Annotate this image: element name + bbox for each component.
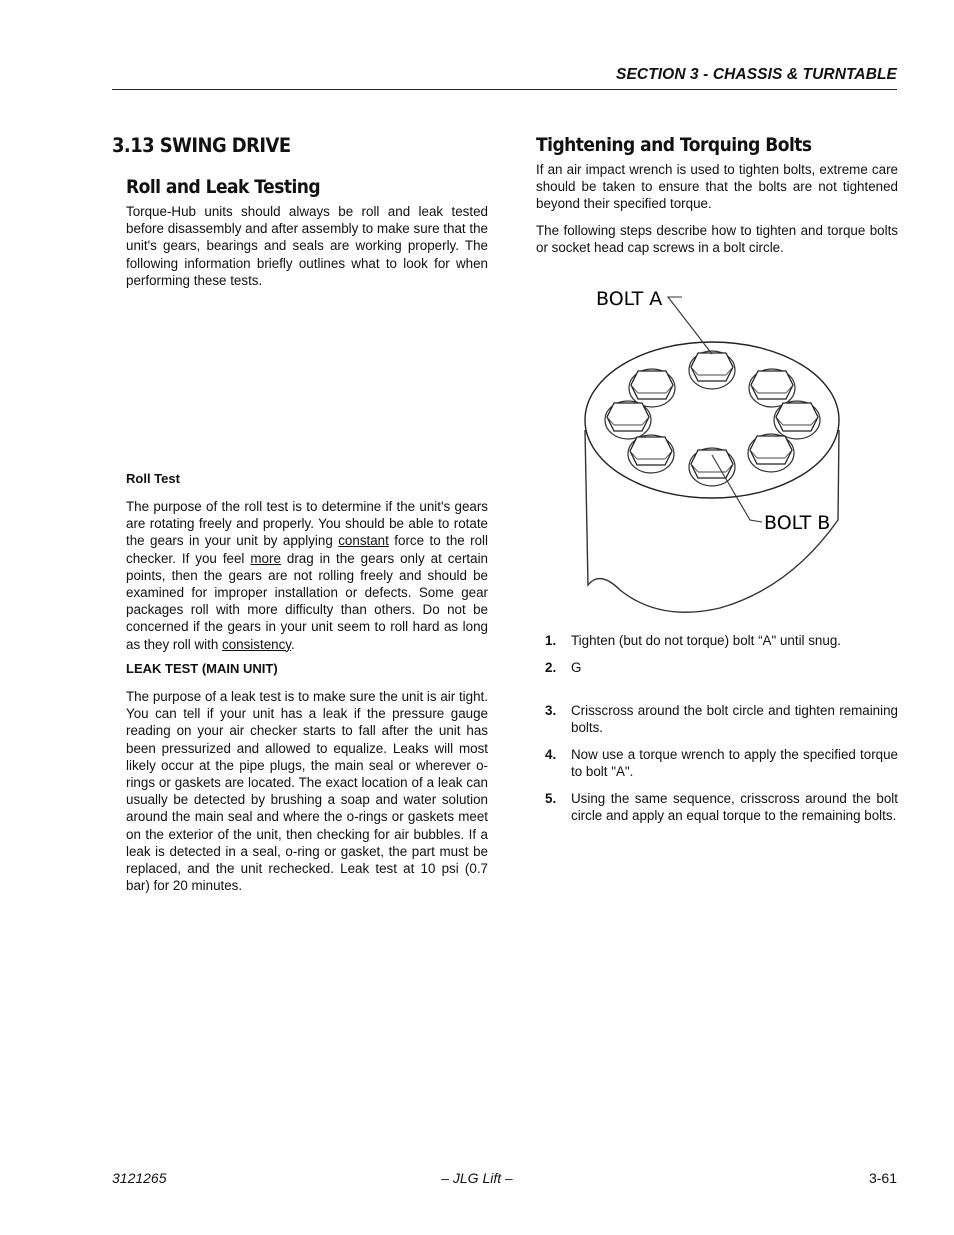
bolt-circle-diagram [560,270,880,630]
section-header: SECTION 3 - CHASSIS & TURNTABLE [616,66,897,83]
bolt [629,369,675,407]
roll-leak-heading: Roll and Leak Testing [126,176,321,198]
section-heading: 3.13 SWING DRIVE [112,134,291,157]
bolt [748,434,794,472]
roll-test-heading: Roll Test [126,471,180,486]
bolt [749,369,795,407]
bolt-b-label: BOLT B [764,512,831,534]
header-divider [112,89,897,90]
footer-center: – JLG Lift – [441,1170,513,1186]
leak-test-paragraph: The purpose of a leak test is to make sure the unit is air tight. You can tell if your unit has a leak if the pressure gauge reading on your air checker starts to fall after the unit has been pressurized and allowed to equalize. Leaks will most likely occur at the pipe plugs, the main seal or wherever o-rings or gaskets are located. The exact location of a leak can usually be detected by brushing a soap and water solution around the main seal and where the o-rings or gaskets meet on the exterior of the unit, then checking for air bubbles. If a leak is detected in a seal, o-ring or gasket, the part must be replaced, and the unit rechecked. Leak test at 10 psi (0.7 bar) for 20 minutes. [126,689,488,894]
bolt [774,401,820,439]
footer-page-number: 3-61 [868,1170,897,1186]
roll-test-paragraph: The purpose of the roll test is to determine if the unit's gears are rotating freely and properly. You should be able to rotate the gears in your unit by applying constant force to the roll checker. If you feel more drag in the gears only at certain points, then the gears are not rolling freely and should be examined for improper installation or defects. Some gear packages roll with more difficulty than others. Do not be concerned if the gears in your unit seem to roll hard as long as they roll with consistency. [126,499,488,652]
intro-paragraph: Torque-Hub units should always be roll and leak tested before disassembly and after assembly to make sure that the unit's gears, bearings and seals are working properly. The following information briefly outlines what to look for when performing these tests. [126,204,488,288]
bolt-b [689,448,735,486]
bolt-a-label: BOLT A [596,288,663,310]
leak-test-heading: LEAK TEST (MAIN UNIT) [126,661,278,676]
bolt [628,435,674,473]
bolt-a [689,351,735,389]
bolt [605,401,651,439]
tightening-paragraph-2: The following steps describe how to tighten and torque bolts or socket head cap screws in a bolt circle. [536,223,898,256]
tightening-heading: Tightening and Torquing Bolts [536,134,812,156]
footer-doc-number: 3121265 [112,1170,167,1186]
tightening-paragraph-1: If an air impact wrench is used to tighten bolts, extreme care should be taken to ensure that the bolts are not tightened beyond their specified torque. [536,162,898,212]
